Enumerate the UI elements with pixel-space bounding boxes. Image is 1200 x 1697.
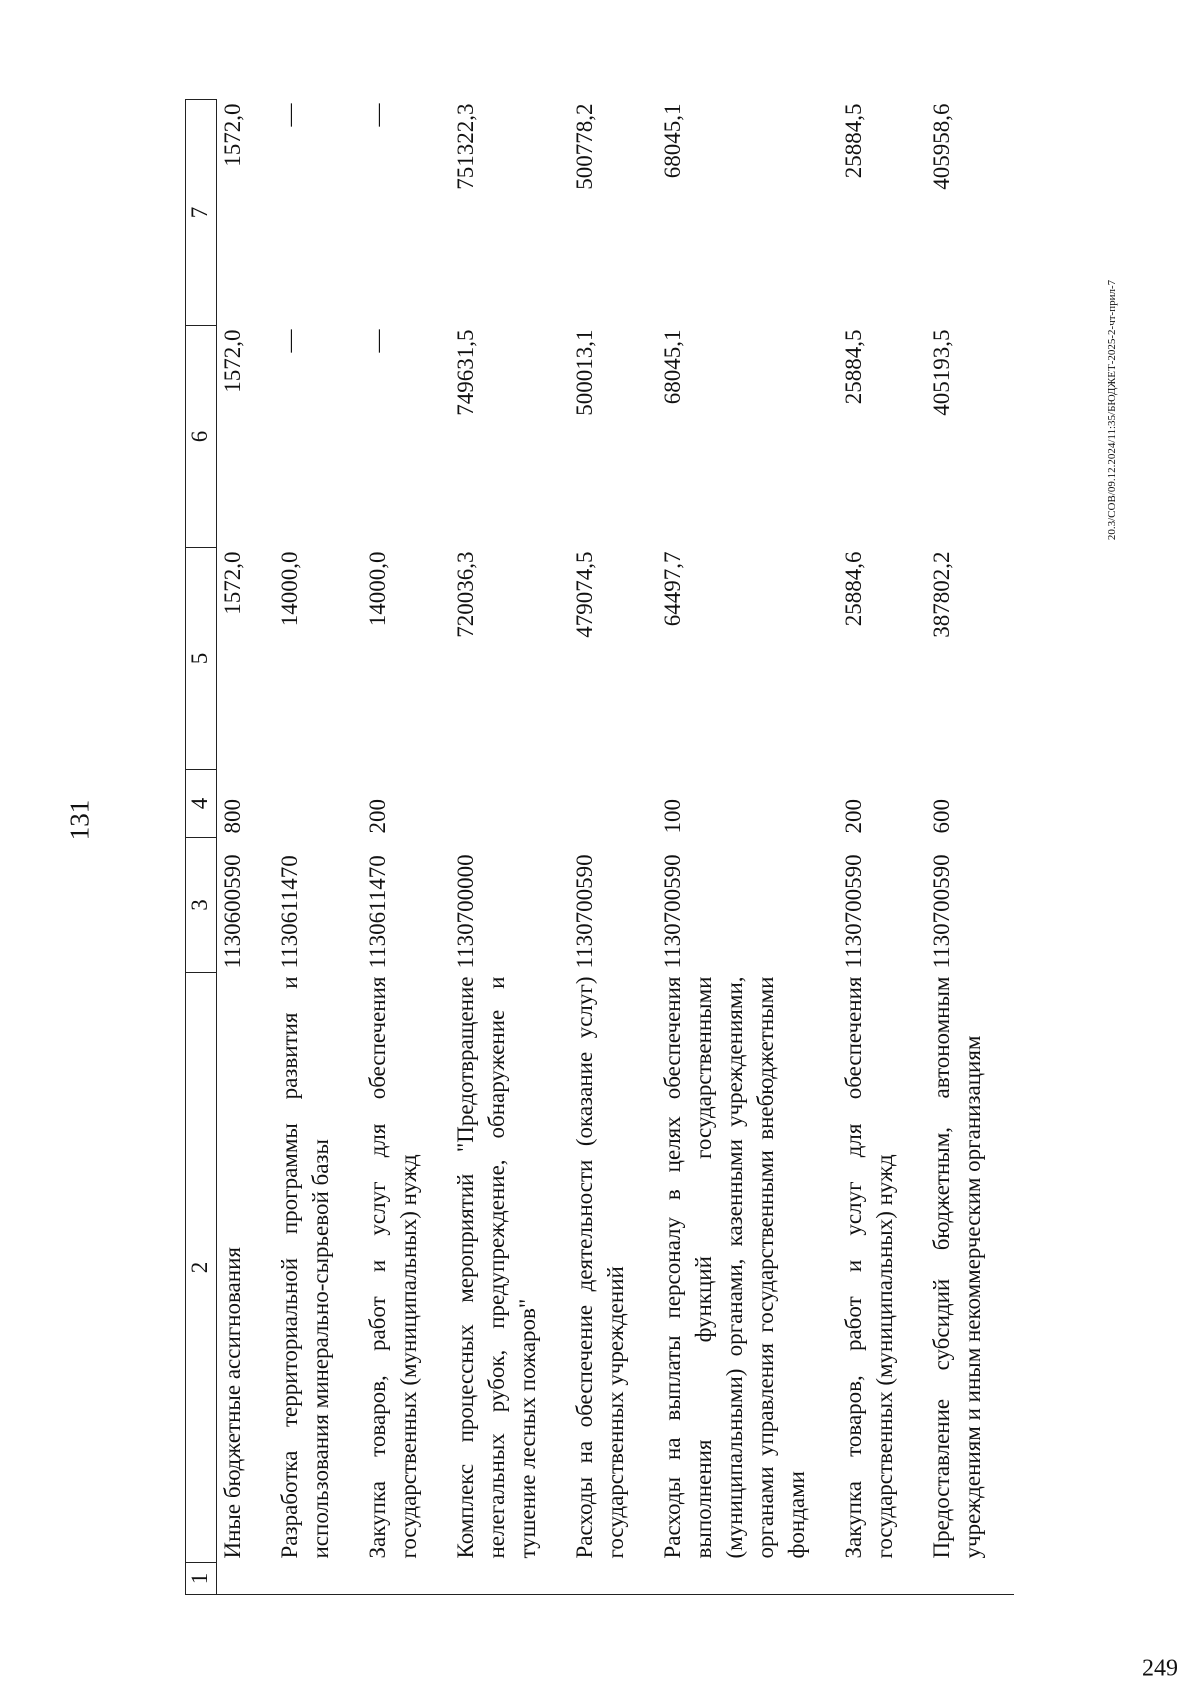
row-amount-col5: 479074,5 bbox=[572, 551, 597, 638]
row-description: Разработка территориальной программы развития и использования минерально-сырьевой базы bbox=[277, 976, 333, 1559]
table-row bbox=[569, 100, 657, 1595]
row-amount-col5: 25884,6 bbox=[841, 551, 866, 627]
row-target-code: 1130700000 bbox=[453, 854, 478, 969]
row-amount-col5: 14000,0 bbox=[365, 551, 390, 627]
row-amount-col5: 64497,7 bbox=[660, 551, 685, 627]
row-amount-col7: — bbox=[365, 103, 390, 127]
column-header: 7 bbox=[186, 100, 217, 326]
row-amount-col7: 25884,5 bbox=[841, 103, 866, 179]
row-col1 bbox=[926, 1563, 1014, 1595]
page-number-bottom: 249 bbox=[1142, 1655, 1178, 1682]
column-header: 5 bbox=[186, 548, 217, 770]
row-target-code: 1130700590 bbox=[572, 854, 597, 969]
row-amount-col6: 500013,1 bbox=[572, 329, 597, 416]
row-amount-col7: 68045,1 bbox=[660, 103, 685, 179]
row-col1 bbox=[569, 1563, 657, 1595]
row-description: Комплекс процессных мероприятий "Предотвращение нелегальных рубок, предупреждение, обнаружение и тушение лесных пожаров" bbox=[453, 976, 540, 1559]
row-col1 bbox=[274, 1563, 362, 1595]
column-header: 2 bbox=[186, 973, 217, 1563]
row-col1 bbox=[362, 1563, 450, 1595]
row-description: Расходы на выплаты персоналу в целях обеспечения выполнения функций государственными (муниципальными) органами, казенными учреждениями, органами управления государственными внебюджетными фондами bbox=[660, 976, 809, 1559]
row-amount-col5: 720036,3 bbox=[453, 551, 478, 638]
column-header: 4 bbox=[186, 770, 217, 838]
row-expense-type: 100 bbox=[660, 799, 685, 834]
row-description: Расходы на обеспечение деятельности (оказание услуг) государственных учреждений bbox=[572, 976, 628, 1559]
table-row bbox=[217, 100, 275, 1595]
row-amount-col6: 25884,5 bbox=[841, 329, 866, 405]
column-header-row bbox=[186, 100, 217, 1595]
row-amount-col6: 405193,5 bbox=[929, 329, 954, 416]
row-expense-type bbox=[569, 770, 657, 838]
row-amount-col7: 405958,6 bbox=[929, 103, 954, 190]
row-amount-col7: 751322,3 bbox=[453, 103, 478, 190]
column-header: 6 bbox=[186, 326, 217, 548]
row-target-code: 1130700590 bbox=[841, 854, 866, 969]
row-col1 bbox=[450, 1563, 569, 1595]
row-expense-type bbox=[450, 770, 569, 838]
row-amount-col7: 500778,2 bbox=[572, 103, 597, 190]
row-expense-type: 200 bbox=[841, 799, 866, 834]
row-target-code: 1130700590 bbox=[929, 854, 954, 969]
row-amount-col6: 749631,5 bbox=[453, 329, 478, 416]
row-description: Иные бюджетные ассигнования bbox=[220, 1247, 245, 1559]
rotated-table-container bbox=[185, 100, 1040, 1595]
table-row bbox=[838, 100, 926, 1595]
table-row bbox=[926, 100, 1014, 1595]
row-target-code: 1130611470 bbox=[365, 855, 390, 969]
budget-table bbox=[185, 99, 1014, 1595]
row-col1 bbox=[838, 1563, 926, 1595]
row-expense-type: 200 bbox=[365, 799, 390, 834]
row-amount-col7: — bbox=[277, 103, 302, 127]
row-description: Предоставление субсидий бюджетным, автономным учреждениям и иным некоммерческим организациям bbox=[929, 976, 985, 1559]
row-amount-col5: 387802,2 bbox=[929, 551, 954, 638]
document-footer-code: 20.3/СОВ/09.12.2024/11:35/БЮДЖЕТ-2025-2-чт-прил-7 bbox=[1106, 279, 1118, 541]
row-amount-col6: — bbox=[277, 329, 302, 353]
row-amount-col6: 1572,0 bbox=[220, 329, 245, 393]
row-expense-type: 600 bbox=[929, 799, 954, 834]
row-expense-type: 800 bbox=[220, 799, 245, 834]
table-row bbox=[274, 100, 362, 1595]
row-amount-col7: 1572,0 bbox=[220, 103, 245, 167]
row-target-code: 1130600590 bbox=[220, 854, 245, 969]
row-col1 bbox=[657, 1563, 838, 1595]
row-amount-col6: 68045,1 bbox=[660, 329, 685, 405]
row-expense-type bbox=[274, 770, 362, 838]
row-col1 bbox=[217, 1563, 275, 1595]
column-header: 3 bbox=[186, 838, 217, 973]
row-amount-col5: 14000,0 bbox=[277, 551, 302, 627]
page-number-top: 131 bbox=[64, 799, 95, 841]
row-target-code: 1130611470 bbox=[277, 855, 302, 969]
row-amount-col6: — bbox=[365, 329, 390, 353]
row-target-code: 1130700590 bbox=[660, 854, 685, 969]
table-row bbox=[657, 100, 838, 1595]
table-row bbox=[362, 100, 450, 1595]
row-description: Закупка товаров, работ и услуг для обеспечения государственных (муниципальных) нужд bbox=[365, 976, 421, 1559]
row-amount-col5: 1572,0 bbox=[220, 551, 245, 615]
table-row bbox=[450, 100, 569, 1595]
row-description: Закупка товаров, работ и услуг для обеспечения государственных (муниципальных) нужд bbox=[841, 976, 897, 1559]
column-header: 1 bbox=[186, 1563, 217, 1595]
